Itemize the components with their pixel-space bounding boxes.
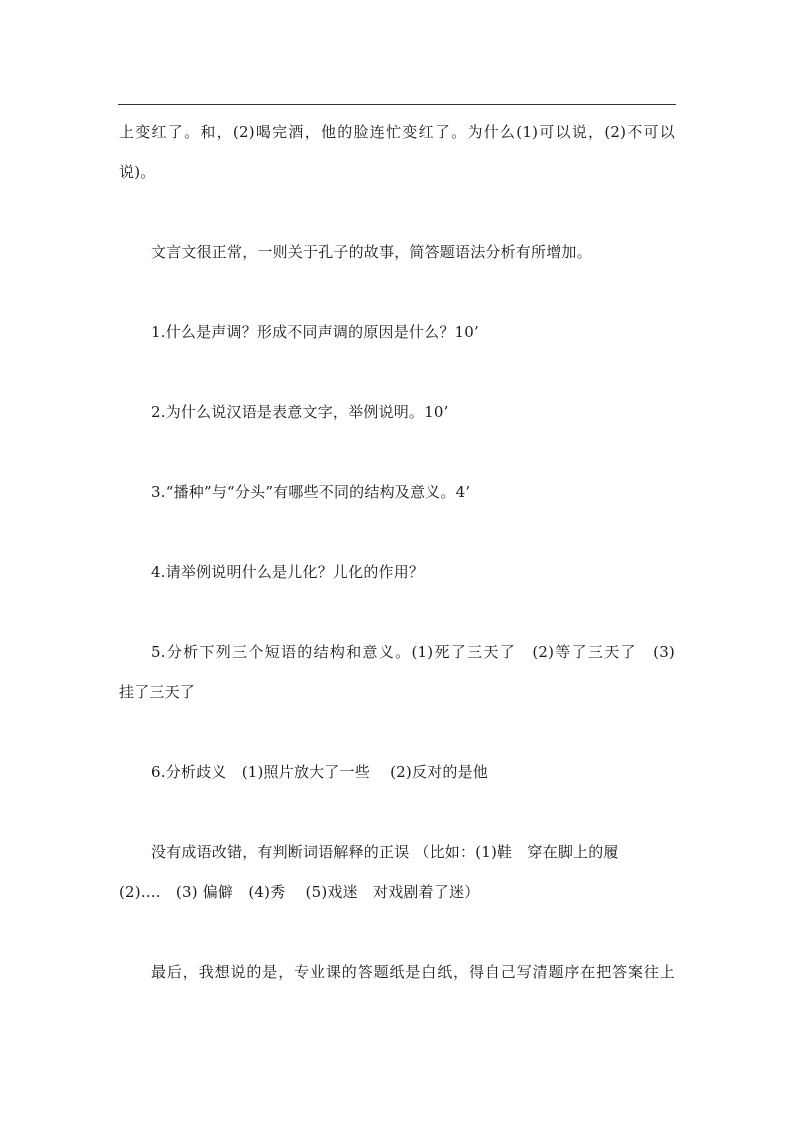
paragraph-line: 最后，我想说的是，专业课的答题纸是白纸，得自己写清题序在把答案往上: [151, 963, 675, 981]
question-4: 4.请举例说明什么是儿化？儿化的作用？: [151, 563, 425, 581]
question-5: 5.分析下列三个短语的结构和意义。(1)死了三天了 (2)等了三天了 (3): [151, 643, 675, 661]
paragraph-line: (2).... (3) 偏僻 (4)秀 (5)戏迷 对戏剧着了迷）: [119, 883, 480, 901]
paragraph-line: 上变红了。和，(2)喝完酒，他的脸连忙变红了。为什么(1)可以说，(2)不可以: [119, 123, 675, 141]
header-rule: [118, 104, 676, 105]
question-6: 6.分析歧义 (1)照片放大了一些 (2)反对的是他: [151, 763, 488, 781]
paragraph-line: 没有成语改错，有判断词语解释的正误 （比如：(1)鞋 穿在脚上的履: [151, 843, 619, 861]
question-5-continued: 挂了三天了: [119, 683, 196, 701]
paragraph: 文言文很正常，一则关于孔子的故事，简答题语法分析有所增加。: [151, 243, 592, 261]
question-1: 1.什么是声调？形成不同声调的原因是什么？10’: [151, 323, 479, 341]
question-3: 3.“播种”与“分头”有哪些不同的结构及意义。4’: [151, 483, 471, 501]
question-2: 2.为什么说汉语是表意文字，举例说明。10’: [151, 403, 449, 421]
paragraph-line: 说)。: [119, 163, 156, 181]
